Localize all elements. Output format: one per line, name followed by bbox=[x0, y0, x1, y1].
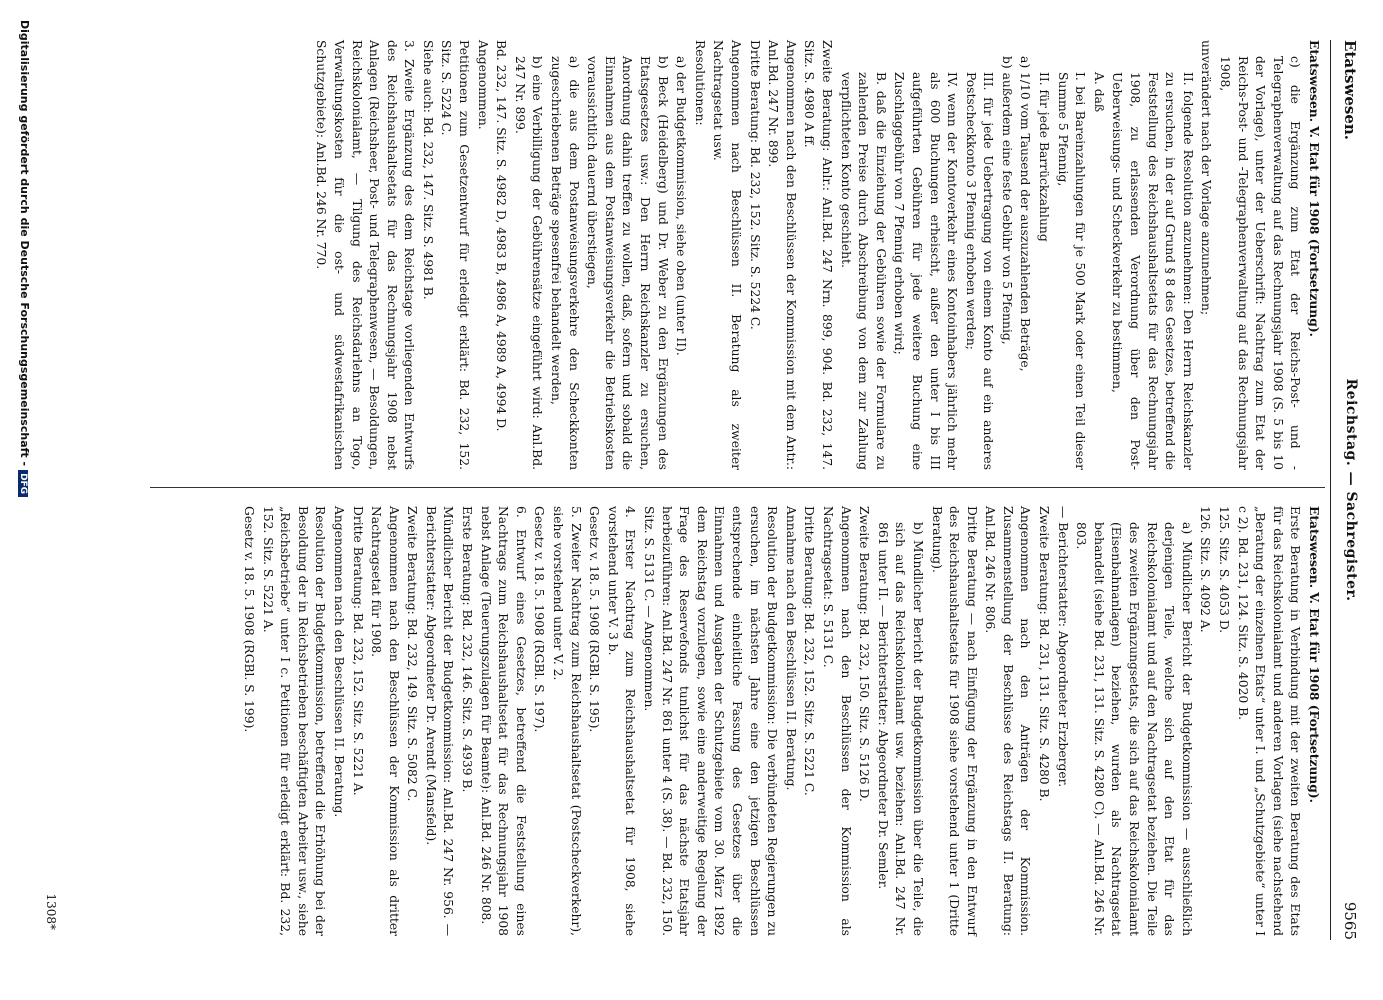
column-divider bbox=[150, 487, 1325, 488]
register-entry: Angenommen nach den Beschlüssen der Kommission als Nachtragsetat: S. 5131 C. bbox=[820, 506, 853, 936]
header-center: Reichstag. — Sachregister. bbox=[1343, 378, 1359, 602]
digitization-credit bbox=[18, 20, 31, 497]
register-entry: Petitionen zum Gesetzentwurf für erledigt erklärt: Bd. 232, 152. Sitz. S. 5224 C. bbox=[439, 40, 472, 470]
register-entry: II. für jede Barrückzahlung bbox=[1037, 72, 1052, 242]
register-entry: 4. Erster Nachtrag zum Reichshaushaltsetat für 1908, siehe vorstehend unter V. 3 b. bbox=[605, 506, 638, 936]
register-entry: Annahme nach den Beschlüssen II. Beratung. bbox=[783, 506, 798, 791]
register-entry: unverändert nach der Vorlage anzunehmen; bbox=[1199, 40, 1214, 316]
register-entry: Angenommen nach den Beschlüssen II. Beratung. bbox=[331, 506, 346, 818]
register-entry: a) 1/10 vom Tausend der auszuzahlenden Beträge, bbox=[1018, 56, 1033, 372]
register-entry: Dritte Beratung: Bd. 232, 152. Sitz. S. 5221 C. bbox=[802, 506, 817, 796]
section-heading: Etatswesen. V. Etat für 1908 (Fortsetzung). bbox=[1307, 506, 1322, 803]
register-entry: Zweite Beratung: Anlr.: Anl.Bd. 247 Nrn. 899, 904. Bd. 232, 147. Sitz. S. 4980 A ff. bbox=[802, 40, 834, 470]
register-entry: Erste Beratung in Verbindung mit der zweiten Beratung des Etats für das Reichskolonialamt und anderen Vorlagen (siehe nachstehend „Beratung der einzelnen Etats“ unter I. und „Schutzgebiete“ unter I c 2). Bd. 231, 124. Sitz. S. 4020 B. bbox=[1235, 506, 1303, 936]
register-entry: 5. Zweiter Nachtrag zum Reichshaushaltsetat (Postscheckverkehr), siehe vorstehend unter V. 2. bbox=[551, 506, 583, 936]
register-entry: Zweite Beratung: Bd. 232, 149. Sitz. S. 5082 C. bbox=[405, 506, 420, 802]
register-entry: b) außerdem eine feste Gebühr von 5 Pfennig, bbox=[999, 56, 1014, 345]
column-left-body bbox=[312, 40, 1304, 470]
register-entry: Dritte Beratung: Bd. 232, 152. Sitz. S. 5221 A. bbox=[350, 506, 365, 796]
register-entry: Mündlicher Bericht der Budgetkommission: Anl.Bd. 247 Nr. 956. — Berichterstatter: Abgeordneter Dr. Arendt (Mansfeld). bbox=[423, 506, 456, 936]
register-entry: Resolutionen: bbox=[692, 40, 707, 126]
register-entry: a) Mündlicher Bericht der Budgetkommission — ausschließlich derjenigen Teile, welche sich auf den Etat für das Reichskolonialamt und auf den Nachtragsetat beziehen. Die Teile des zweiten Ergänzungsetats, die sich auf das Reichskolonialamt (Eisenbahnanlagen) beziehen, wurden als Nachtragsetat behandelt (siehe Bd. 231, 131. Sitz. S. 4280 C). — Anl.Bd. 246 Nr. 803. bbox=[1074, 522, 1194, 936]
running-header bbox=[1335, 40, 1359, 940]
register-entry: Zweite Beratung: Bd. 232, 150. Sitz. S. 5126 D. bbox=[857, 506, 872, 802]
register-entry: Resolution der Budgetkommission, betreffend die Erhöhung bei der Besoldung der in Reichsbetrieben beschäftigten Arbeiter usw., siehe „Reichsbetriebe“ unter I c. Petitionen für erledigt erklärt: Bd. 232, 152. Sitz. S. 5221 A. bbox=[260, 506, 328, 936]
register-entry: III. für jede Uebertragung von einem Konto auf ein anderes Postscheckkonto 3 Pfennig erhoben werden; bbox=[963, 72, 996, 470]
page-number: 9565 bbox=[1341, 901, 1359, 940]
register-entry: I. bei Bareinzahlungen für je 500 Mark oder einen Teil dieser Summe 5 Pfennig, bbox=[1055, 72, 1088, 470]
column-left bbox=[311, 40, 1323, 470]
register-entry: Angenommen nach den Anträgen der Kommission. Zusammenstellung der Beschlüsse des Reichstags II. Beratung: Anl.Bd. 246 Nr. 806. bbox=[983, 506, 1033, 936]
register-entry: b) eine Verbilligung der Gebührensätze eingeführt wird: Anl.Bd. 247 Nr. 899. bbox=[512, 56, 545, 470]
register-entry: c) die Ergänzung zum Etat der Reichs-Post- und -Telegraphenverwaltung auf das Rechnungsjahr 1908 (S. 5 bis 10 der Vorlage), unter der Ueberschrift: Nachtrag zum Etat der Reichs-Post- und -Telegraphenverwaltung auf das Rechnungsjahr 1908, bbox=[1218, 56, 1303, 470]
register-entry: Angenommen nach den Beschlüssen der Kommission mit dem Antr.: Anl.Bd. 247 Nr. 899. bbox=[766, 40, 798, 470]
column-right-body bbox=[239, 506, 1303, 936]
register-entry: b) Beck (Heidelberg) und Dr. Weber zu den Ergänzungen des Etatsgesetzes usw.: Den Herrn Reichskanzler zu ersuchen, Anordnung dahin treffen zu wollen, daß, sofern und sobald die Einnahmen aus dem Postanweisungsverkehr die Betriebskosten voraussichtlich dauernd überstiegen, bbox=[585, 56, 670, 470]
register-entry: II. folgende Resolution anzunehmen: Den Herrn Reichskanzler zu ersuchen, in der auf Grund § 8 des Gesetzes, betreffend die Feststellung des Reichshaushaltsetats für das Rechnungsjahr 1908, zu erlassenden Verordnung über den Post-Ueberweisungs- und Scheckverkehr zu bestimmen, bbox=[1110, 72, 1195, 470]
header-rule bbox=[1330, 40, 1331, 940]
register-entry: 126. Sitz. S. 4092 A. bbox=[1198, 506, 1213, 633]
register-entry: IV. wenn der Kontoverkehr eines Kontoinhabers jährlich mehr als 600 Buchungen erheischt, außer den unter I bis III aufgeführten Gebühren für jede weitere Buchung eine Zuschlaggebühr von 7 Pfennig erhoben wird; bbox=[892, 72, 960, 470]
credit-text: Digitalisierung gefördert durch die Deutsche Forschungsgemeinschaft - bbox=[18, 20, 31, 467]
register-entry: Dritte Beratung — nach Einfügung der Ergänzung in den Entwurf des Reichshaushaltsetats für 1908 siehe vorstehend unter 1 (Dritte Beratung). bbox=[929, 506, 979, 936]
register-entry: Resolution der Budgetkommission: Die verbündeten Regierungen zu ersuchen, im nächsten Jahre eine den jetzigen Beschlüssen entsprechende einheitliche Fassung des Gesetzes über die Einnahmen und Ausgaben der Schutzgebiete vom 30. März 1892 dem Reichstag vorzulegen, sowie eine anderweitige Regelung der Frage des Reservefonds tunlichst für das nächste Etatsjahr herbeizuführen: Anl.Bd. 247 Nr. 861 unter 4 (S. 38). — Bd. 232, 150. Sitz. S. 5131 C. — Angenommen. bbox=[642, 506, 780, 936]
register-entry: A. daß bbox=[1091, 72, 1106, 113]
register-entry: a) der Budgetkommission, siehe oben (unter II). bbox=[674, 56, 689, 356]
register-entry: Angenommen. bbox=[475, 40, 490, 130]
register-entry: 6. Entwurf eines Gesetzes, betreffend die Feststellung eines Nachtrags zum Reichshaushaltsetat für das Rechnungsjahr 1908 nebst Anlage (Teuerungszulagen für Beamte): Anl.Bd. 246 Nr. 808. bbox=[478, 506, 528, 936]
register-entry: Gesetz v. 18. 5. 1908 (RGBl. S. 197). bbox=[532, 506, 547, 733]
register-entry: b) Mündlicher Bericht der Budgetkommission über die Teile, die sich auf das Reichskolonialamt usw. beziehen: Anl.Bd. 247 Nr. 861 unter II. — Berichterstatter: Abgeordneter Dr. Semler. bbox=[875, 522, 925, 936]
register-entry: a) die aus dem Postanweisungsverkehre den Scheckkonten zugeschriebenen Beträge spesenfrei behandelt werden, bbox=[549, 56, 581, 470]
dfg-logo: DFG bbox=[18, 470, 28, 497]
column-right bbox=[238, 506, 1323, 936]
register-entry: Angenommen nach Beschlüssen II. Beratung als zweiter Nachtragsetat usw. bbox=[711, 40, 743, 470]
header-left: Etatswesen. bbox=[1341, 40, 1359, 141]
folio-number: 1308* bbox=[44, 893, 58, 930]
register-entry: Gesetz v. 18. 5. 1908 (RGBl. S. 199). bbox=[241, 506, 256, 733]
register-entry: Gesetz v. 18. 5. 1908 (RGBl. S. 195). bbox=[587, 506, 602, 733]
register-entry: Bd. 232, 147. Sitz. S. 4982 D, 4983 B, 4986 A, 4989 A, 4994 D. bbox=[494, 40, 509, 432]
register-entry: 125. Sitz. S. 4053 D. bbox=[1217, 506, 1232, 634]
register-entry: — Berichterstatter: Abgeordneter Erzberger. bbox=[1055, 506, 1070, 788]
register-entry: Angenommen nach den Beschlüssen der Kommission als dritter Nachtragsetat für 1908. bbox=[369, 506, 401, 936]
register-entry: B. daß die Einziehung der Gebühren sowie der Formulare zu zahlenden Preise durch Abschreibung von dem zur Zahlung verpflichteten Konto geschieht. bbox=[838, 72, 888, 470]
section-heading: Etatswesen. V. Etat für 1908 (Fortsetzung). bbox=[1307, 40, 1322, 337]
register-entry: Erste Beratung: Bd. 232, 146. Sitz. S. 4939 B. bbox=[460, 506, 475, 793]
register-entry: 3. Zweite Ergänzung des dem Reichstage vorliegenden Entwurfs des Reichshaushaltsetats für das Rechnungsjahr 1908 nebst Anlagen (Reichsheer, Post- und Telegraphenwesen, — Besoldungen, Reichskolonialamt, — Tilgung des Reichsdarlehns an Togo, Verwaltungskosten für die ost- und südwestafrikanischen Schutzgebiete): Anl.Bd. 246 Nr. 770. bbox=[314, 40, 417, 470]
register-entry: Dritte Beratung: Bd. 232, 152. Sitz. S. 5224 C. bbox=[747, 40, 762, 330]
register-entry: Siehe auch: Bd. 232, 147. Sitz. S. 4981 B. bbox=[420, 40, 435, 300]
register-entry: Zweite Beratung: Bd. 231, 131. Sitz. S. 4280 B. bbox=[1037, 506, 1052, 802]
